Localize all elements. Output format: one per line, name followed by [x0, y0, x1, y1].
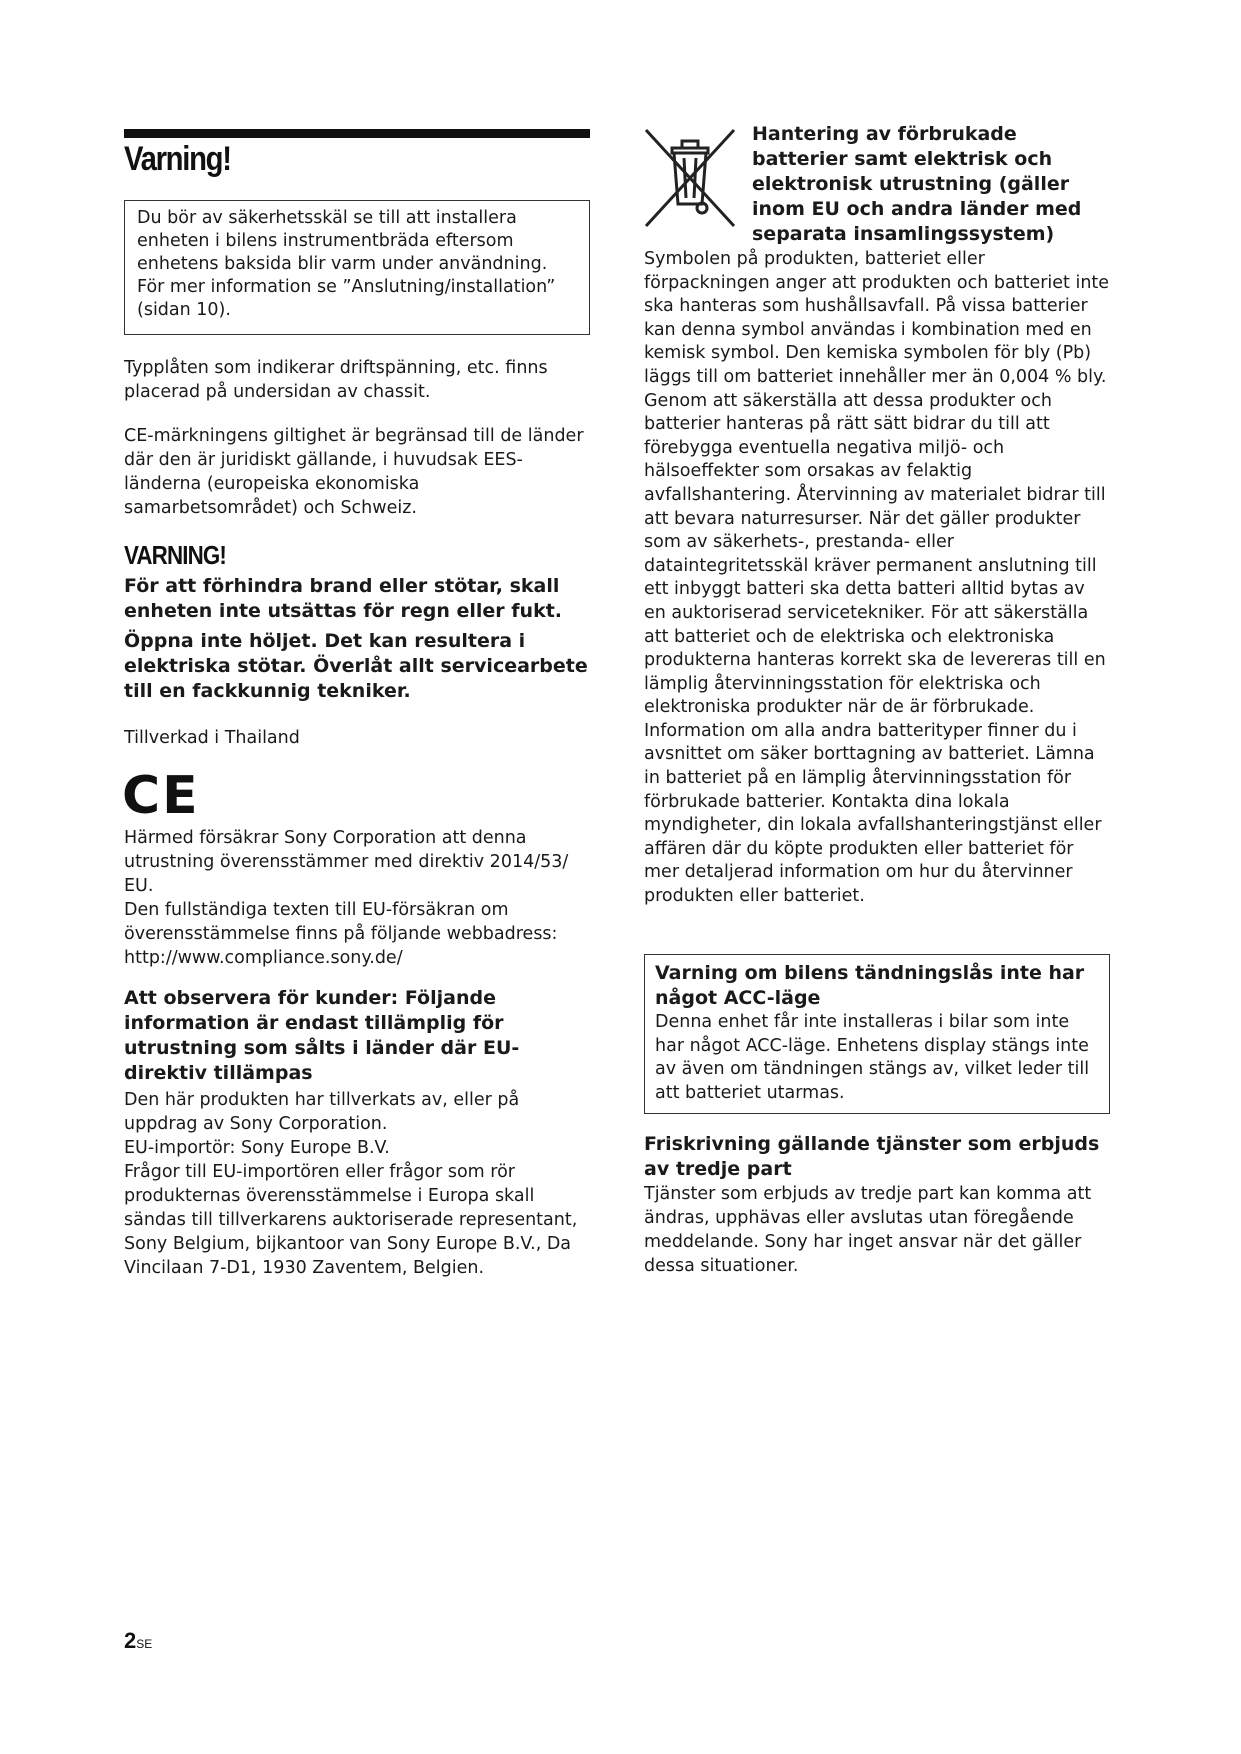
att-observera-heading: Att observera för kunder: Följande information är endast tillämplig för utrustning som sålts i länder där EU-direktiv tillämpas — [124, 987, 520, 1084]
ce-mark-logo: CE — [122, 766, 200, 826]
title-rule — [124, 129, 590, 138]
page-number-digit: 2 — [124, 1628, 137, 1653]
acc-heading: Varning om bilens tändningslås inte har något ACC-läge — [655, 962, 1085, 1009]
warning-box-text: Du bör av säkerhetsskäl se till att installera enheten i bilens instrumentbräda eftersom enhetens baksida blir varm under användning. För mer information se ”Anslutning/installation” (sidan 10). — [137, 208, 556, 320]
fullstandiga-paragraph: Den fullständiga texten till EU-försäkran om överensstämmelse finns på följande webbadress: http://www.compliance.sony.de/ — [124, 900, 558, 968]
acc-warning-box — [644, 954, 1110, 1114]
hantering-body: Symbolen på produkten, batteriet eller förpackningen anger att produkten och batteriet inte ska hanteras som hushållsavfall. På vissa batterier kan denna symbol användas i kombination med en kemisk symbol. Den kemiska symbolen för bly (Pb) läggs till om batteriet innehåller mer än 0,004 % bly. Genom att säkerställa att dessa produkter och batterier hanteras på rätt sätt bidrar du till att förebygga eventuella negativa miljö- och hälsoeffekter som orsakas av felaktig avfallshantering. Återvinning av materialet bidrar till att bevara naturresurser. När det gäller produkter som av säkerhets-, prestanda- eller dataintegritetsskäl kräver permanent anslutning till ett inbyggt batteri ska detta batteri alltid bytas av en auktoriserad servicetekniker. För att säkerställa att batteriet och de elektriska och elektroniska produkterna hanteras korrekt ska de levereras till en lämplig återvinningsstation för elektriska och elektroniska produkter när de är förbrukade. Information om alla andra batterityper finner du i avsnittet om säker borttagning av batteriet. Lämna in batteriet på en lämplig återvinningsstation för förbrukade batterier. Kontakta dina lokala myndigheter, din lokala avfallshanteringstjänst eller affären där du köpte produkten eller batteriet för mer detaljerad information om hur du återvinner produkten eller batteriet. — [644, 249, 1110, 907]
fragor-paragraph: Frågor till EU-importören eller frågor som rör produkternas överensstämmelse i Europa skall sändas till tillverkarens auktoriserade representant, Sony Belgium, bijkantoor van Sony Europe B.V., Da Vincilaan 7-D1, 1930 Zaventem, Belgien. — [124, 1162, 578, 1278]
typplat-paragraph: Typplåten som indikerar driftspänning, etc. finns placerad på undersidan av chassit. — [124, 358, 548, 402]
friskrivning-body: Tjänster som erbjuds av tredje part kan komma att ändras, upphävas eller avslutas utan föregående meddelande. Sony har inget ansvar när det gäller dessa situationer. — [644, 1184, 1092, 1276]
hantering-heading: Hantering av förbrukade batterier samt elektrisk och elektronisk utrustning (gäller inom EU och andra länder med separata insamlingssystem) — [752, 123, 1082, 245]
varning-heading: VARNING! — [124, 540, 227, 570]
page-number — [124, 1628, 152, 1654]
varning-bold-1: För att förhindra brand eller stötar, skall enheten inte utsättas för regn eller fukt. — [124, 575, 563, 622]
page-title: Varning! — [124, 140, 231, 178]
acc-body: Denna enhet får inte installeras i bilar som inte har något ACC-läge. Enhetens display stängs inte av även om tändningen stängs av, vilket leder till att batteriet utarmas. — [655, 1012, 1090, 1103]
ce-paragraph: CE-märkningens giltighet är begränsad till de länder där den är juridiskt gällande, i huvudsak EES-länderna (europeiska ekonomiska samarbetsområdet) och Schweiz. — [124, 426, 584, 518]
crossed-out-wheeled-bin-icon — [642, 128, 738, 228]
friskrivning-heading: Friskrivning gällande tjänster som erbjuds av tredje part — [644, 1133, 1100, 1180]
att-observera-body: Den här produkten har tillverkats av, eller på uppdrag av Sony Corporation. — [124, 1090, 520, 1134]
eu-importor-text: EU-importör: Sony Europe B.V. — [124, 1138, 390, 1158]
tillverkad-text: Tillverkad i Thailand — [124, 728, 300, 748]
harmed-paragraph: Härmed försäkrar Sony Corporation att denna utrustning överensstämmer med direktiv 2014/53/ EU. — [124, 828, 569, 896]
page-number-suffix: SE — [136, 1637, 153, 1651]
warning-box — [124, 200, 590, 335]
varning-bold-2: Öppna inte höljet. Det kan resultera i elektriska stötar. Överlåt allt servicearbete till en fackkunnig tekniker. — [124, 630, 588, 702]
